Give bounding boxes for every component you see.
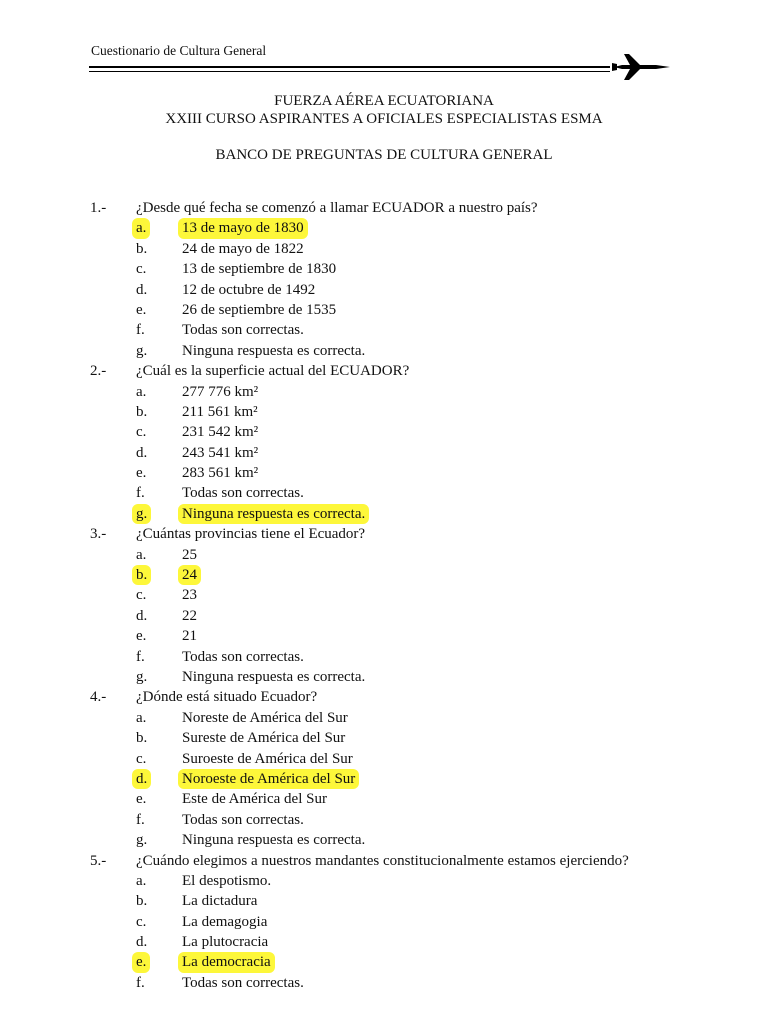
question-number: 1.- bbox=[90, 200, 107, 216]
option-text: 13 de mayo de 1830 bbox=[178, 218, 308, 238]
answer-option bbox=[0, 545, 768, 565]
option-text: Todas son correctas. bbox=[182, 485, 304, 502]
option-text: Noreste de América del Sur bbox=[182, 709, 348, 726]
option-letter: d. bbox=[136, 281, 148, 298]
title-line-2: XXIII CURSO ASPIRANTES A OFICIALES ESPECIALISTAS ESMA bbox=[165, 111, 603, 127]
answer-option-highlighted bbox=[0, 565, 768, 585]
option-letter: e. bbox=[136, 465, 147, 482]
answer-option bbox=[0, 749, 768, 769]
option-letter: b. bbox=[132, 565, 151, 585]
answer-option bbox=[0, 280, 768, 300]
option-letter: a. bbox=[136, 383, 147, 400]
answer-option bbox=[0, 402, 768, 422]
option-text: 24 bbox=[178, 565, 201, 585]
option-letter: a. bbox=[136, 709, 147, 726]
option-text: Todas son correctas. bbox=[182, 974, 304, 991]
answer-option bbox=[0, 810, 768, 830]
jet-plane-icon bbox=[612, 52, 672, 82]
answer-option bbox=[0, 341, 768, 361]
answer-option bbox=[0, 932, 768, 952]
option-letter: e. bbox=[136, 791, 147, 808]
question-text: ¿Dónde está situado Ecuador? bbox=[136, 689, 318, 706]
question-text: ¿Cuántas provincias tiene el Ecuador? bbox=[136, 526, 366, 543]
option-text: Ninguna respuesta es correcta. bbox=[178, 504, 369, 524]
answer-option bbox=[0, 667, 768, 687]
answer-option bbox=[0, 300, 768, 320]
option-text: Todas son correctas. bbox=[182, 811, 304, 828]
option-text: 21 bbox=[182, 628, 197, 645]
option-letter: c. bbox=[136, 587, 147, 604]
answer-option-highlighted bbox=[0, 218, 768, 238]
header-rule-thick bbox=[89, 66, 610, 68]
question-row bbox=[0, 198, 768, 218]
question-number: 3.- bbox=[90, 526, 107, 543]
option-text: 25 bbox=[182, 546, 197, 563]
option-letter: e. bbox=[136, 301, 147, 318]
option-letter: f. bbox=[136, 322, 145, 339]
answer-option bbox=[0, 871, 768, 891]
answer-option bbox=[0, 239, 768, 259]
answer-option bbox=[0, 320, 768, 340]
option-letter: b. bbox=[136, 730, 148, 747]
option-letter: e. bbox=[132, 952, 150, 972]
question-row bbox=[0, 687, 768, 707]
answer-option bbox=[0, 259, 768, 279]
option-letter: b. bbox=[136, 403, 148, 420]
option-letter: a. bbox=[136, 546, 147, 563]
option-text: Todas son correctas. bbox=[182, 648, 304, 665]
option-letter: d. bbox=[136, 444, 148, 461]
answer-option-highlighted bbox=[0, 952, 768, 972]
option-text: 277 776 km² bbox=[182, 383, 259, 400]
option-letter: e. bbox=[136, 628, 147, 645]
option-letter: a. bbox=[132, 218, 150, 238]
option-letter: g. bbox=[136, 832, 148, 849]
option-letter: d. bbox=[136, 934, 148, 951]
option-letter: c. bbox=[136, 424, 147, 441]
option-text: 283 561 km² bbox=[182, 465, 259, 482]
option-text: El despotismo. bbox=[182, 872, 272, 889]
answer-option-highlighted bbox=[0, 769, 768, 789]
answer-option-highlighted bbox=[0, 504, 768, 524]
header-rule-thin bbox=[89, 71, 610, 72]
answer-option bbox=[0, 830, 768, 850]
option-letter: b. bbox=[136, 240, 148, 257]
title-line-3: BANCO DE PREGUNTAS DE CULTURA GENERAL bbox=[215, 147, 553, 163]
answer-option bbox=[0, 626, 768, 646]
document-header: Cuestionario de Cultura General bbox=[91, 43, 267, 58]
option-letter: d. bbox=[136, 607, 148, 624]
option-text: 12 de octubre de 1492 bbox=[182, 281, 316, 298]
option-text: Ninguna respuesta es correcta. bbox=[182, 342, 366, 359]
option-text: 243 541 km² bbox=[182, 444, 259, 461]
option-letter: c. bbox=[136, 913, 147, 930]
answer-option bbox=[0, 728, 768, 748]
option-text: Ninguna respuesta es correcta. bbox=[182, 668, 366, 685]
answer-option bbox=[0, 443, 768, 463]
option-letter: g. bbox=[136, 668, 148, 685]
option-text: 22 bbox=[182, 607, 197, 624]
option-letter: c. bbox=[136, 261, 147, 278]
question-list bbox=[0, 198, 768, 993]
option-text: Suroeste de América del Sur bbox=[182, 750, 353, 767]
question-text: ¿Desde qué fecha se comenzó a llamar ECUADOR a nuestro país? bbox=[136, 200, 538, 216]
option-text: La plutocracia bbox=[182, 934, 269, 951]
answer-option bbox=[0, 891, 768, 911]
answer-option bbox=[0, 973, 768, 993]
option-letter: c. bbox=[136, 750, 147, 767]
option-text: 24 de mayo de 1822 bbox=[182, 240, 304, 257]
answer-option bbox=[0, 912, 768, 932]
option-text: 13 de septiembre de 1830 bbox=[182, 261, 337, 278]
answer-option bbox=[0, 708, 768, 728]
question-number: 4.- bbox=[90, 689, 107, 706]
option-letter: f. bbox=[136, 974, 145, 991]
question-row bbox=[0, 361, 768, 381]
option-letter: f. bbox=[136, 811, 145, 828]
question-number: 2.- bbox=[90, 363, 107, 380]
question-row bbox=[0, 851, 768, 871]
option-letter: f. bbox=[136, 648, 145, 665]
answer-option bbox=[0, 647, 768, 667]
answer-option bbox=[0, 483, 768, 503]
answer-option bbox=[0, 422, 768, 442]
option-letter: g. bbox=[136, 342, 148, 359]
option-text: Ninguna respuesta es correcta. bbox=[182, 832, 366, 849]
option-letter: a. bbox=[136, 872, 147, 889]
question-text: ¿Cuál es la superficie actual del ECUADOR? bbox=[136, 363, 410, 380]
option-text: Sureste de América del Sur bbox=[182, 730, 346, 747]
option-letter: f. bbox=[136, 485, 145, 502]
option-text: 26 de septiembre de 1535 bbox=[182, 301, 337, 318]
answer-option bbox=[0, 382, 768, 402]
question-number: 5.- bbox=[90, 852, 107, 869]
option-text: 231 542 km² bbox=[182, 424, 259, 441]
option-letter: b. bbox=[136, 893, 148, 910]
option-letter: d. bbox=[132, 769, 151, 789]
question-row bbox=[0, 524, 768, 544]
option-text: La demagogia bbox=[182, 913, 268, 930]
option-text: La democracia bbox=[178, 952, 275, 972]
answer-option bbox=[0, 463, 768, 483]
answer-option bbox=[0, 606, 768, 626]
question-text: ¿Cuándo elegimos a nuestros mandantes constitucionalmente estamos ejerciendo? bbox=[136, 852, 629, 869]
option-text: 211 561 km² bbox=[182, 403, 258, 420]
answer-option bbox=[0, 585, 768, 605]
option-text: La dictadura bbox=[182, 893, 258, 910]
title-line-1: FUERZA AÉREA ECUATORIANA bbox=[274, 93, 494, 109]
option-text: Este de América del Sur bbox=[182, 791, 327, 808]
option-text: Noroeste de América del Sur bbox=[178, 769, 359, 789]
answer-option bbox=[0, 789, 768, 809]
option-text: 23 bbox=[182, 587, 197, 604]
option-letter: g. bbox=[132, 504, 151, 524]
option-text: Todas son correctas. bbox=[182, 322, 304, 339]
